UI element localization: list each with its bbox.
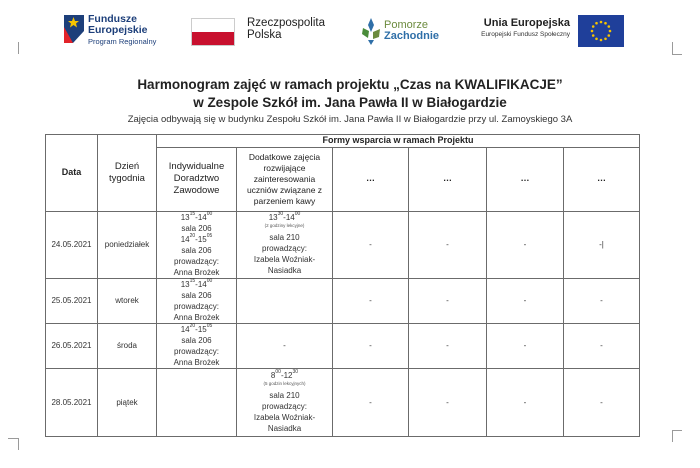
table-row: [46, 323, 640, 368]
fundusze-europejskie-logo-icon: [64, 15, 84, 43]
crop-mark-bottom-left-h: [8, 438, 18, 439]
schedule-table: [45, 134, 640, 437]
cell-more-4: -: [564, 368, 640, 436]
cell-day: wtorek: [98, 278, 157, 323]
column-header-more-4: …: [564, 147, 640, 211]
page-title-line-2: w Zespole Szkół im. Jana Pawła II w Białogardzie: [193, 95, 507, 110]
rzeczpospolita-polska-text: Rzeczpospolita Polska: [247, 17, 325, 41]
cell-doradztwo: [157, 368, 237, 436]
cell-doradztwo: $13^{15}-14^{00}$ sala 206 $14^{20}-15^{05}$ sala 206 prowadzący: Anna Brożek: [157, 211, 237, 278]
cell-more-4: -: [564, 278, 640, 323]
cell-doradztwo: $14^{20}-15^{05}$ sala 206 prowadzący: Anna Brożek: [157, 323, 237, 368]
cell-dodatkowe: $8^{00}-12^{30}$ (5 godzin lekcyjnych) sala 210 prowadzący: Izabela Woźniak- Nasiadka: [237, 368, 333, 436]
cell-date: 28.05.2021: [46, 368, 98, 436]
column-header-date: Data: [46, 135, 98, 212]
cell-dodatkowe: [237, 278, 333, 323]
column-header-day: Dzień tygodnia: [98, 135, 157, 212]
pomorze-zachodnie-logo-icon: [360, 16, 382, 46]
cell-dodatkowe: -: [237, 323, 333, 368]
table-row: [46, 211, 640, 278]
fundusze-europejskie-text: Fundusze Europejskie Program Regionalny: [88, 13, 157, 46]
cell-more-2: -: [409, 278, 487, 323]
cell-more-2: -: [409, 368, 487, 436]
cell-more-3: -: [487, 278, 564, 323]
cell-doradztwo: $13^{15}-14^{00}$ sala 206 prowadzący: Anna Brożek: [157, 278, 237, 323]
pomorze-zachodnie-text: Pomorze Zachodnie: [384, 19, 440, 42]
crop-mark-bottom-right: [672, 430, 673, 442]
cell-day: środa: [98, 323, 157, 368]
cell-more-1: -: [333, 323, 409, 368]
eu-flag-icon: [578, 15, 624, 47]
cell-more-1: -: [333, 211, 409, 278]
table-header-row: [46, 135, 640, 148]
cell-more-3: -: [487, 368, 564, 436]
crop-mark-bottom-left: [18, 438, 19, 450]
cell-day: piątek: [98, 368, 157, 436]
page-title-line-1: Harmonogram zajęć w ramach projektu „Czas na KWALIFIKACJE”: [137, 77, 563, 92]
cell-date: 24.05.2021: [46, 211, 98, 278]
cell-more-1: -: [333, 368, 409, 436]
cell-more-4: -: [564, 323, 640, 368]
cell-more-2: -: [409, 211, 487, 278]
unia-europejska-text: Unia Europejska Europejski Fundusz Społeczny: [481, 17, 570, 38]
cell-more-1: -: [333, 278, 409, 323]
cell-more-3: -: [487, 323, 564, 368]
polish-flag-icon: [191, 18, 235, 46]
column-header-doradztwo: Indywidualne Doradztwo Zawodowe: [157, 147, 237, 211]
column-header-more-1: …: [333, 147, 409, 211]
cell-day: poniedziałek: [98, 211, 157, 278]
column-header-dodatkowe: Dodatkowe zajęcia rozwijające zainteresowania uczniów związane z parzeniem kawy: [237, 147, 333, 211]
cell-dodatkowe: $13^{30}-14^{00}$ (2 godziny lekcyjne) sala 210 prowadzący: Izabela Woźniak- Nasiadka: [237, 211, 333, 278]
cell-date: 26.05.2021: [46, 323, 98, 368]
table-row: [46, 368, 640, 436]
logo-strip: [0, 0, 700, 60]
column-header-more-3: …: [487, 147, 564, 211]
crop-mark-bottom-right-h: [672, 430, 682, 431]
table-row: [46, 278, 640, 323]
column-header-more-2: …: [409, 147, 487, 211]
page-subtitle: Zajęcia odbywają się w budynku Zespołu Szkół im. Jana Pawła II w Białogardzie przy ul. Zamoyskiego 3A: [127, 114, 573, 125]
cell-date: 25.05.2021: [46, 278, 98, 323]
column-group-header: Formy wsparcia w ramach Projektu: [157, 135, 640, 148]
cell-more-4: -|: [564, 211, 640, 278]
cell-more-3: -: [487, 211, 564, 278]
cell-more-2: -: [409, 323, 487, 368]
